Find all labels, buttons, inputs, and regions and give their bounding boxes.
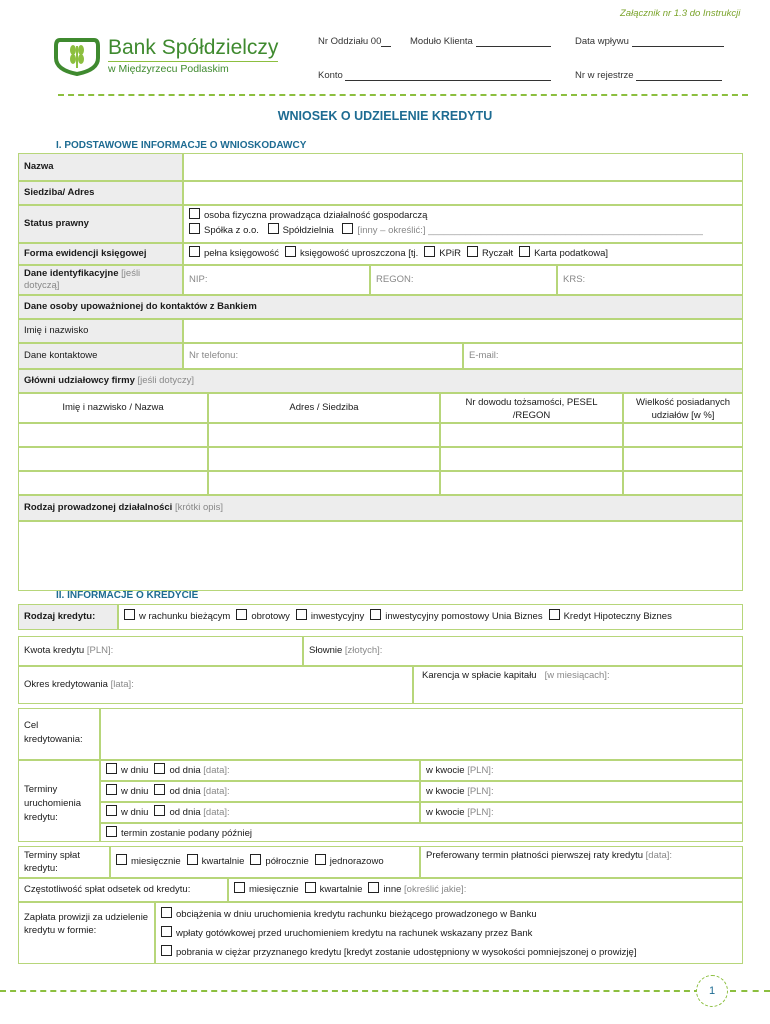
amount-field[interactable] — [18, 636, 303, 666]
accounting-tax-card[interactable] — [519, 246, 608, 262]
accounting-option-label: Karta podatkowa] — [534, 248, 609, 259]
person-name-label: Imię i nazwisko — [18, 319, 183, 343]
disbursement-from-2[interactable] — [154, 784, 229, 799]
commission-option-cash[interactable] — [161, 924, 737, 943]
accounting-options — [183, 243, 743, 265]
checkbox-icon[interactable] — [106, 805, 117, 816]
interest-quarterly[interactable] — [305, 881, 363, 899]
activity-input[interactable] — [18, 521, 743, 591]
activity-label-text: Rodzaj prowadzonej działalności — [24, 502, 173, 513]
disbursement-from-1[interactable] — [154, 763, 229, 778]
commission-option-debit[interactable] — [161, 905, 737, 924]
bank-logo-icon — [54, 36, 100, 76]
branch-field — [318, 36, 391, 47]
shareholders-header — [18, 369, 743, 393]
interest-other[interactable] — [368, 881, 466, 899]
checkbox-icon[interactable] — [234, 882, 245, 893]
logo-divider — [108, 61, 278, 62]
checkbox-icon[interactable] — [305, 882, 316, 893]
disbursement-amount-1[interactable] — [420, 760, 743, 781]
checkbox-icon[interactable] — [116, 854, 127, 865]
purpose-input[interactable] — [100, 708, 743, 760]
accounting-simplified[interactable] — [285, 246, 418, 262]
commission-label: Zapłata prowizji za udzielenie kredytu w formie: — [18, 902, 155, 964]
commission-option-deduct[interactable] — [161, 943, 737, 962]
checkbox-icon[interactable] — [124, 609, 135, 620]
table-row[interactable] — [18, 447, 208, 471]
checkbox-icon[interactable] — [154, 763, 165, 774]
legal-option-label: Spółdzielnia — [282, 225, 334, 236]
header-separator — [58, 94, 748, 96]
pln-hint: [PLN]: — [467, 786, 494, 797]
pln-hint: [PLN]: — [467, 807, 494, 818]
commission-options — [155, 902, 743, 964]
phone-field[interactable]: Nr telefonu: — [183, 343, 463, 369]
accounting-option-label: Ryczałt — [481, 248, 514, 259]
accounting-option-label: księgowość uproszczona [tj. — [300, 248, 419, 259]
accounting-full[interactable] — [189, 246, 279, 262]
from-day-label: od dnia — [169, 807, 201, 818]
contact-label: Dane kontaktowe — [18, 343, 183, 369]
words-label: Słownie — [309, 645, 343, 656]
pln-hint: [PLN]: — [467, 765, 494, 776]
shareholders-col-name: Imię i nazwisko / Nazwa — [18, 393, 208, 423]
checkbox-icon[interactable] — [342, 223, 353, 234]
krs-field[interactable]: KRS: — [557, 265, 743, 295]
commission-option-label: obciążenia w dniu uruchomienia kredytu rachunku bieżącego prowadzonego w Banku — [176, 909, 537, 920]
checkbox-icon[interactable] — [424, 246, 435, 257]
receipt-date-input[interactable] — [632, 36, 724, 47]
shareholders-col-share: Wielkość posiadanych udziałów [w %] — [623, 393, 743, 423]
checkbox-icon[interactable] — [106, 763, 117, 774]
table-row[interactable] — [623, 447, 743, 471]
amount-hint: [PLN]: — [86, 645, 114, 656]
grace-field[interactable] — [413, 666, 743, 704]
date-hint: [data]: — [203, 786, 230, 797]
grace-hint: [w miesiącach]: — [544, 670, 610, 681]
in-amount-label: w kwocie — [426, 765, 465, 776]
checkbox-icon[interactable] — [549, 609, 560, 620]
credit-type-current[interactable] — [124, 607, 230, 627]
interest-option-label: kwartalnie — [319, 884, 363, 895]
accounting-kpir[interactable] — [424, 246, 461, 262]
footer-separator — [0, 990, 700, 992]
repayment-options — [110, 846, 420, 878]
disbursement-label: Terminy uruchomienia kredytu: — [18, 760, 100, 842]
person-name-input[interactable] — [183, 319, 743, 343]
period-label: Okres kredytowania — [24, 679, 108, 690]
address-input[interactable] — [183, 181, 743, 205]
table-row[interactable] — [440, 423, 623, 447]
date-hint: [data]: — [203, 765, 230, 776]
in-amount-label: w kwocie — [426, 807, 465, 818]
credit-type-options — [118, 604, 743, 630]
repayment-option-label: półrocznie — [265, 856, 309, 867]
name-input[interactable] — [183, 153, 743, 181]
day-label: w dniu — [121, 786, 149, 797]
repayment-quarterly[interactable] — [187, 849, 245, 875]
credit-type-option-label: inwestycyjny pomostowy Unia Biznes — [385, 611, 543, 622]
checkbox-icon[interactable] — [296, 609, 307, 620]
activity-hint: [krótki opis] — [174, 502, 224, 513]
email-field[interactable]: E-mail: — [463, 343, 743, 369]
legal-option-coop[interactable] — [268, 223, 334, 238]
accounting-option-label: pełna księgowość — [204, 248, 279, 259]
checkbox-icon[interactable] — [250, 854, 261, 865]
legal-option-sole-trader[interactable] — [189, 208, 427, 223]
bank-subtitle: w Międzyrzecu Podlaskim — [108, 63, 229, 75]
credit-type-mortgage[interactable] — [549, 607, 672, 627]
checkbox-icon[interactable] — [189, 223, 200, 234]
register-label: Nr w rejestrze — [575, 70, 634, 81]
section1-title: I. PODSTAWOWE INFORMACJE O WNIOSKODAWCY — [56, 140, 307, 151]
disbursement-from-3[interactable] — [154, 805, 229, 820]
regon-field[interactable]: REGON: — [370, 265, 557, 295]
name-label: Nazwa — [18, 153, 183, 181]
shareholders-col-id: Nr dowodu tożsamości, PESEL /REGON — [440, 393, 623, 423]
client-module-label: Moduło Klienta — [410, 36, 473, 47]
shareholders-col-address: Adres / Siedziba — [208, 393, 440, 423]
disbursement-day-3[interactable] — [106, 805, 148, 820]
repayment-option-label: miesięcznie — [131, 856, 181, 867]
later-label: termin zostanie podany później — [121, 828, 252, 839]
client-module-input[interactable] — [476, 36, 551, 47]
interest-label: Częstotliwość spłat odsetek od kredytu: — [18, 878, 228, 902]
date-hint: [data]: — [203, 807, 230, 818]
interest-monthly[interactable] — [234, 881, 299, 899]
legal-option-label: [inny – określić:] ____________________________________________________ — [357, 225, 703, 236]
ident-label — [18, 265, 183, 295]
legal-option-llc[interactable] — [189, 223, 259, 238]
first-installment-label: Preferowany termin płatności pierwszej raty kredytu — [426, 850, 644, 861]
repayment-monthly[interactable] — [116, 849, 181, 875]
checkbox-icon[interactable] — [187, 854, 198, 865]
interest-options — [228, 878, 743, 902]
repayment-option-label: jednorazowo — [329, 856, 384, 867]
credit-type-working[interactable] — [236, 607, 290, 627]
table-row[interactable] — [208, 471, 440, 495]
words-field[interactable] — [303, 636, 743, 666]
credit-type-option-label: obrotowy — [251, 611, 290, 622]
checkbox-icon[interactable] — [154, 784, 165, 795]
day-label: w dniu — [121, 765, 149, 776]
attachment-note: Załącznik nr 1.3 do Instrukcji — [620, 8, 741, 19]
section2-title: II. INFORMACJE O KREDYCIE — [56, 590, 199, 601]
credit-type-option-label: Kredyt Hipoteczny Biznes — [563, 611, 672, 622]
credit-type-option-label: w rachunku bieżącym — [139, 611, 231, 622]
credit-type-bridge[interactable] — [370, 607, 542, 627]
words-hint: [złotych]: — [344, 645, 383, 656]
credit-type-label: Rodzaj kredytu: — [18, 604, 118, 630]
interest-hint: [określić jakie]: — [404, 884, 467, 895]
bank-name: Bank Spółdzielczy — [108, 36, 279, 59]
checkbox-icon[interactable] — [189, 246, 200, 257]
from-day-label: od dnia — [169, 765, 201, 776]
repayment-semiannual[interactable] — [250, 849, 308, 875]
accounting-lump[interactable] — [467, 246, 513, 262]
page-number: 1 — [696, 975, 728, 1007]
checkbox-icon[interactable] — [467, 246, 478, 257]
checkbox-icon[interactable] — [161, 926, 172, 937]
accounting-option-label: KPiR — [439, 248, 461, 259]
interest-option-label: inne — [383, 884, 402, 895]
legal-option-label: Spółka z o.o. — [204, 225, 259, 236]
activity-label — [18, 495, 743, 521]
legal-status-options — [183, 205, 743, 243]
disbursement-later[interactable] — [100, 823, 743, 842]
shareholders-header-text: Główni udziałowcy firmy — [24, 375, 135, 386]
from-day-label: od dnia — [169, 786, 201, 797]
receipt-date-field — [575, 36, 724, 47]
table-row[interactable] — [18, 423, 208, 447]
repayment-option-label: kwartalnie — [201, 856, 245, 867]
interest-option-label: miesięcznie — [249, 884, 299, 895]
repayment-label: Terminy spłat kredytu: — [18, 846, 110, 878]
purpose-label: Cel kredytowania: — [18, 708, 100, 760]
legal-option-other[interactable] — [342, 223, 703, 238]
checkbox-icon[interactable] — [236, 609, 247, 620]
legal-status-label: Status prawny — [18, 205, 183, 243]
legal-option-label: osoba fizyczna prowadząca działalność gospodarczą — [204, 210, 428, 221]
register-field — [575, 70, 722, 81]
checkbox-icon[interactable] — [189, 208, 200, 219]
checkbox-icon[interactable] — [315, 854, 326, 865]
checkbox-icon[interactable] — [161, 907, 172, 918]
in-amount-label: w kwocie — [426, 786, 465, 797]
repayment-once[interactable] — [315, 849, 384, 875]
ident-label-text: Dane identyfikacyjne — [24, 268, 119, 279]
nip-field[interactable]: NIP: — [183, 265, 370, 295]
table-row[interactable] — [440, 447, 623, 471]
period-hint: [lata]: — [110, 679, 134, 690]
bank-logo — [54, 36, 100, 79]
disbursement-row-2 — [100, 781, 420, 802]
shareholders-hint: [jeśli dotyczy] — [137, 375, 194, 386]
register-input[interactable] — [636, 70, 722, 81]
day-label: w dniu — [121, 807, 149, 818]
table-row[interactable] — [440, 471, 623, 495]
period-field[interactable] — [18, 666, 413, 704]
checkbox-icon[interactable] — [106, 826, 117, 837]
table-row[interactable] — [208, 447, 440, 471]
checkbox-icon[interactable] — [268, 223, 279, 234]
ident-hint: [jeśli dotyczą] — [24, 268, 141, 291]
first-installment-field[interactable] — [420, 846, 743, 878]
authorized-person-header: Dane osoby upoważnionej do kontaktów z Bankiem — [18, 295, 743, 319]
client-module-field — [410, 36, 551, 47]
first-installment-hint: [data]: — [645, 850, 673, 861]
account-label: Konto — [318, 70, 343, 81]
disbursement-amount-2[interactable] — [420, 781, 743, 802]
account-field — [318, 70, 551, 81]
disbursement-amount-3[interactable] — [420, 802, 743, 823]
checkbox-icon[interactable] — [368, 882, 379, 893]
accounting-label: Forma ewidencji księgowej — [18, 243, 183, 265]
account-input[interactable] — [345, 70, 551, 81]
grace-label: Karencja w spłacie kapitału — [422, 670, 537, 681]
credit-type-option-label: inwestycyjny — [310, 611, 365, 622]
receipt-date-label: Data wpływu — [575, 36, 629, 47]
checkbox-icon[interactable] — [285, 246, 296, 257]
checkbox-icon[interactable] — [154, 805, 165, 816]
commission-option-label: pobrania w ciężar przyznanego kredytu [kredyt zostanie udostępniony w wysokości pomniejszonej o prowizję] — [176, 947, 637, 958]
disbursement-day-1[interactable] — [106, 763, 148, 778]
branch-label: Nr Oddziału 00 — [318, 36, 382, 47]
table-row[interactable] — [623, 423, 743, 447]
disbursement-day-2[interactable] — [106, 784, 148, 799]
form-title: WNIOSEK O UDZIELENIE KREDYTU — [277, 109, 493, 123]
footer-separator-right — [730, 990, 770, 992]
checkbox-icon[interactable] — [106, 784, 117, 795]
address-label: Siedziba/ Adres — [18, 181, 183, 205]
disbursement-row-1 — [100, 760, 420, 781]
table-row[interactable] — [18, 471, 208, 495]
credit-type-investment[interactable] — [296, 607, 364, 627]
table-row[interactable] — [208, 423, 440, 447]
amount-label: Kwota kredytu — [24, 645, 85, 656]
disbursement-row-3 — [100, 802, 420, 823]
checkbox-icon[interactable] — [519, 246, 530, 257]
table-row[interactable] — [623, 471, 743, 495]
commission-option-label: wpłaty gotówkowej przed uruchomieniem kredytu na rachunek wskazany przez Bank — [176, 928, 533, 939]
checkbox-icon[interactable] — [161, 945, 172, 956]
checkbox-icon[interactable] — [370, 609, 381, 620]
